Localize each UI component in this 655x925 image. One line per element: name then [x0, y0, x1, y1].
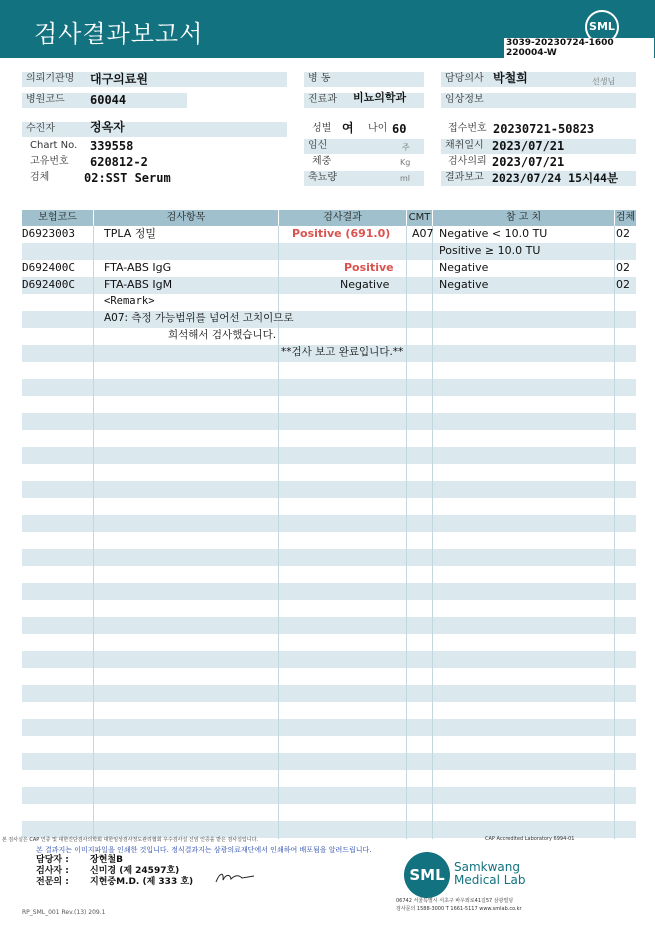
col-header-code: 보험코드	[22, 210, 93, 226]
col-header-item: 검사항목	[94, 210, 278, 226]
row-specimen: 02	[616, 227, 630, 240]
institution-row	[22, 72, 287, 87]
doctor-suffix: 선생님	[592, 77, 616, 86]
collect-value: 2023/07/21	[492, 139, 565, 153]
lab-name	[454, 861, 525, 887]
hospital-code-value: 60044	[90, 93, 127, 107]
row-code: D6923003	[22, 227, 75, 240]
row-result: Positive	[344, 261, 394, 274]
receipt-label: 접수번호	[448, 123, 487, 134]
patient-row	[22, 122, 287, 137]
id-value: 620812-2	[90, 155, 148, 169]
remark-line: 희석해서 검사했습니다.	[168, 329, 277, 341]
row-cmt: A07	[412, 227, 434, 240]
divider	[406, 226, 407, 839]
row-reference: Negative	[439, 261, 489, 274]
row-code: D692400C	[22, 261, 75, 274]
specimen-value: 02:SST Serum	[84, 171, 171, 185]
report-title: 검사결과보고서	[34, 20, 204, 48]
col-header-reference: 참 고 치	[433, 210, 614, 226]
lab-name-line1: Samkwang	[454, 860, 520, 874]
specialist-name: 지현중M.D. (제 333 호)	[90, 877, 194, 887]
specimen-label: 검체	[30, 172, 50, 183]
institution-label: 의뢰기관명	[26, 73, 75, 84]
remark-title: <Remark>	[104, 295, 155, 307]
row-item: TPLA 정밀	[104, 227, 157, 240]
row-stripe	[22, 651, 636, 668]
lab-address: 06742 서울특별시 서초구 바우뫼로41길57 삼광빌딩	[396, 898, 514, 904]
row-item: FTA-ABS IgG	[104, 261, 172, 274]
row-stripe	[22, 243, 636, 260]
clinical-label: 임상정보	[445, 94, 484, 105]
row-specimen: 02	[616, 261, 630, 274]
ward-row	[304, 72, 424, 87]
doctor-value: 박철희	[493, 71, 528, 85]
chart-label: Chart No.	[30, 140, 78, 151]
sml-logo-icon: SML	[585, 10, 619, 44]
report-number: 3039-20230724-1600 220004-W	[504, 38, 654, 58]
examiner-name: 신미경 (제 24597호)	[90, 866, 180, 876]
row-stripe	[22, 583, 636, 600]
image-copy-notice: 본 결과지는 이미지파일을 인쇄한 것입니다. 정식결과지는 삼광의료재단에서 인쇄하여 배포됨을 알려드립니다.	[36, 846, 372, 854]
col-header-cmt: CMT	[407, 210, 432, 226]
row-result: Negative	[340, 278, 390, 291]
row-reference: Negative < 10.0 TU	[439, 227, 548, 240]
row-stripe	[22, 379, 636, 396]
row-stripe	[22, 753, 636, 770]
dept-label: 진료과	[308, 94, 337, 105]
cap-accreditation: CAP Accredited Laboratory 6994-01	[485, 836, 575, 842]
row-stripe	[22, 413, 636, 430]
row-specimen: 02	[616, 278, 630, 291]
age-value: 60	[392, 122, 407, 136]
row-result: Positive (691.0)	[292, 227, 391, 240]
chart-value: 339558	[90, 139, 134, 153]
row-code: D692400C	[22, 278, 75, 291]
patient-value: 정옥자	[90, 120, 125, 134]
ward-label: 병 동	[308, 73, 331, 84]
certification-fine-print: 본 검사실은 CAP 인증 및 대한진단검사의학회 대한임상검사정도관리협회 우수검사실 신임 인증을 받은 검사실입니다.	[2, 837, 259, 843]
age-label: 나이	[368, 123, 388, 134]
divider	[432, 226, 433, 839]
report-label: 결과보고	[445, 172, 484, 183]
id-label: 고유번호	[30, 156, 69, 167]
reporter-name: 장현철B	[90, 855, 123, 865]
row-stripe	[22, 549, 636, 566]
sex-label: 성별	[312, 123, 332, 134]
clinical-row	[441, 93, 636, 108]
row-stripe	[22, 719, 636, 736]
lab-name-line2: Medical Lab	[454, 873, 526, 887]
remark-line: A07: 측정 가능범위를 넘어선 고치이므로	[104, 312, 294, 324]
request-value: 2023/07/21	[492, 155, 565, 169]
col-header-result: 검사결과	[279, 210, 406, 226]
row-stripe	[22, 787, 636, 804]
specialist-label: 전문의 :	[36, 877, 69, 887]
samkwang-logo-icon: SML	[404, 852, 450, 898]
row-stripe	[22, 481, 636, 498]
urine-label: 축뇨량	[308, 172, 337, 183]
sex-value: 여	[342, 121, 354, 135]
preg-label: 임신	[308, 140, 328, 151]
doctor-label: 담당의사	[445, 73, 484, 84]
row-reference: Positive ≥ 10.0 TU	[439, 244, 541, 257]
weight-label: 체중	[312, 156, 332, 167]
weight-unit: Kg	[400, 158, 411, 167]
row-reference: Negative	[439, 278, 489, 291]
row-item: FTA-ABS IgM	[104, 278, 173, 291]
row-stripe	[22, 685, 636, 702]
reporter-label: 담당자 :	[36, 855, 69, 865]
receipt-value: 20230721-50823	[493, 122, 595, 136]
hospital-code-label: 병원코드	[26, 94, 65, 105]
preg-unit: 주	[402, 143, 410, 152]
collect-label: 채취일시	[445, 140, 484, 151]
examiner-label: 검사자 :	[36, 866, 69, 876]
row-stripe	[22, 515, 636, 532]
request-label: 검사의뢰	[448, 156, 487, 167]
row-stripe	[22, 447, 636, 464]
report-value: 2023/07/24 15시44분	[492, 171, 619, 185]
institution-value: 대구의료원	[90, 72, 148, 86]
col-header-specimen: 검체	[615, 210, 636, 226]
divider	[93, 226, 94, 839]
urine-unit: ml	[400, 174, 411, 183]
patient-label: 수진자	[26, 123, 55, 134]
signature-icon	[214, 868, 258, 886]
divider	[614, 226, 615, 839]
form-revision: RP_SML_001 Rev.(13) 209.1	[22, 909, 106, 916]
lab-contact: 검사문의 1588-3000 T 1661-5117 www.smlab.co.kr	[396, 906, 522, 912]
row-stripe	[22, 617, 636, 634]
report-complete-note: **검사 보고 완료입니다.**	[281, 346, 404, 358]
dept-value: 비뇨의학과	[353, 91, 407, 104]
